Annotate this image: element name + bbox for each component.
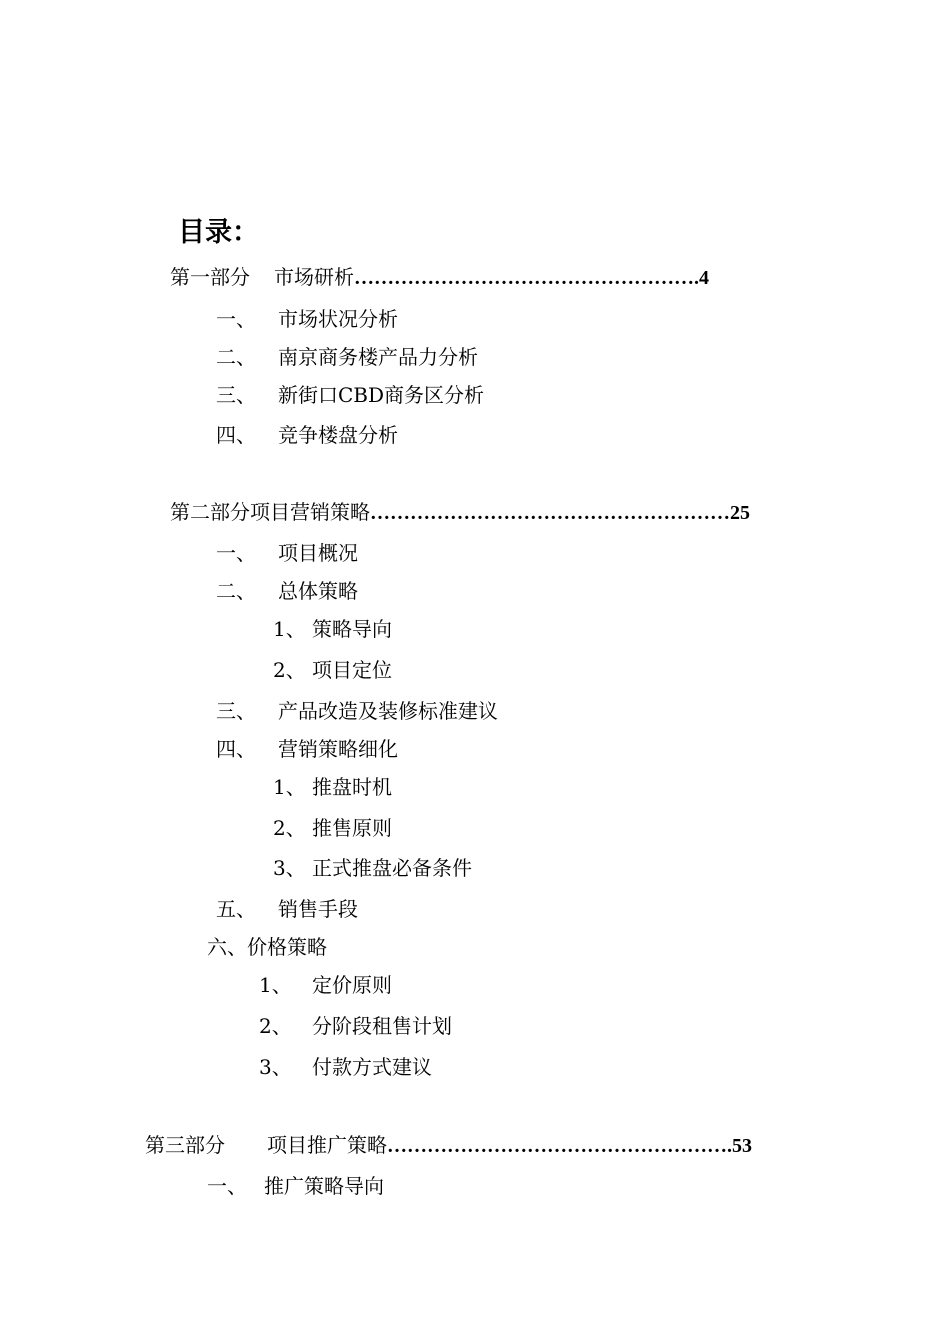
toc-item — [216, 541, 358, 565]
item-marker: 五、 — [216, 897, 256, 921]
item-marker: 一、 — [216, 541, 256, 565]
item-label: 市场状况分析 — [278, 307, 398, 331]
subitem-label: 分阶段租售计划 — [312, 1014, 452, 1038]
subitem-label: 推售原则 — [312, 816, 392, 840]
item-label: 南京商务楼产品力分析 — [278, 345, 478, 369]
toc-subitem — [273, 775, 392, 799]
toc-item — [216, 307, 398, 331]
toc-item — [207, 935, 327, 959]
subitem-label: 项目定位 — [312, 658, 392, 682]
subitem-label: 推盘时机 — [312, 775, 392, 799]
subitem-marker: 1、 — [259, 973, 292, 997]
item-label: 总体策略 — [278, 579, 358, 603]
item-label: 项目概况 — [278, 541, 358, 565]
toc-item — [216, 579, 358, 603]
item-marker: 三、 — [216, 383, 256, 407]
item-marker: 三、 — [216, 699, 256, 723]
item-label: 新街口CBD商务区分析 — [278, 383, 485, 407]
subitem-label: 策略导向 — [312, 617, 392, 641]
toc-item — [216, 897, 358, 921]
subitem-marker: 3、 — [259, 1055, 292, 1079]
toc-subitem — [273, 617, 392, 641]
subitem-marker: 3、 — [273, 856, 306, 880]
toc-subitem — [273, 658, 392, 682]
subitem-marker: 1、 — [273, 775, 306, 799]
toc-item — [216, 383, 484, 407]
item-marker: 六、 — [207, 935, 247, 959]
toc-subitem — [259, 1055, 432, 1079]
toc-item — [216, 737, 398, 761]
item-label: 竞争楼盘分析 — [278, 423, 398, 447]
part-name: 项目营销策略 — [250, 500, 370, 524]
part-name: 市场研析 — [274, 265, 354, 289]
item-label: 销售手段 — [278, 897, 358, 921]
item-label: 推广策略导向 — [264, 1174, 384, 1198]
toc-title: 目录： — [178, 217, 259, 248]
subitem-label: 正式推盘必备条件 — [312, 856, 472, 880]
toc-subitem — [259, 1014, 452, 1038]
toc-item — [216, 423, 398, 447]
subitem-label: 定价原则 — [312, 973, 392, 997]
subitem-marker: 2、 — [273, 816, 306, 840]
item-marker: 四、 — [216, 423, 256, 447]
part-name: 项目推广策略 — [267, 1133, 387, 1157]
page-number: .4 — [694, 267, 709, 289]
toc-subitem — [273, 816, 392, 840]
item-label: 营销策略细化 — [278, 737, 398, 761]
toc-item — [216, 345, 478, 369]
leader-dots: …………………………………………… — [387, 1135, 727, 1157]
toc-subitem — [273, 856, 472, 880]
item-marker: 二、 — [216, 345, 256, 369]
toc-item — [207, 1174, 384, 1198]
item-label: 价格策略 — [247, 935, 327, 959]
subitem-marker: 2、 — [259, 1014, 292, 1038]
toc-part-1 — [170, 265, 709, 290]
subitem-marker: 1、 — [273, 617, 306, 641]
part-prefix: 第三部分 — [145, 1133, 225, 1157]
toc-subitem — [259, 973, 392, 997]
item-marker: 一、 — [207, 1174, 247, 1198]
leader-dots: ……………………………………………… — [370, 502, 730, 524]
page-number: 25 — [730, 502, 750, 524]
toc-part-3 — [145, 1133, 752, 1158]
item-marker: 四、 — [216, 737, 256, 761]
toc-item — [216, 699, 498, 723]
page-number: .53 — [727, 1135, 752, 1157]
item-marker: 一、 — [216, 307, 256, 331]
toc-part-2 — [170, 500, 750, 525]
part-prefix: 第一部分 — [170, 265, 250, 289]
subitem-marker: 2、 — [273, 658, 306, 682]
item-marker: 二、 — [216, 579, 256, 603]
leader-dots: …………………………………………… — [354, 267, 694, 289]
subitem-label: 付款方式建议 — [312, 1055, 432, 1079]
item-label: 产品改造及装修标准建议 — [278, 699, 498, 723]
part-prefix: 第二部分 — [170, 500, 250, 524]
